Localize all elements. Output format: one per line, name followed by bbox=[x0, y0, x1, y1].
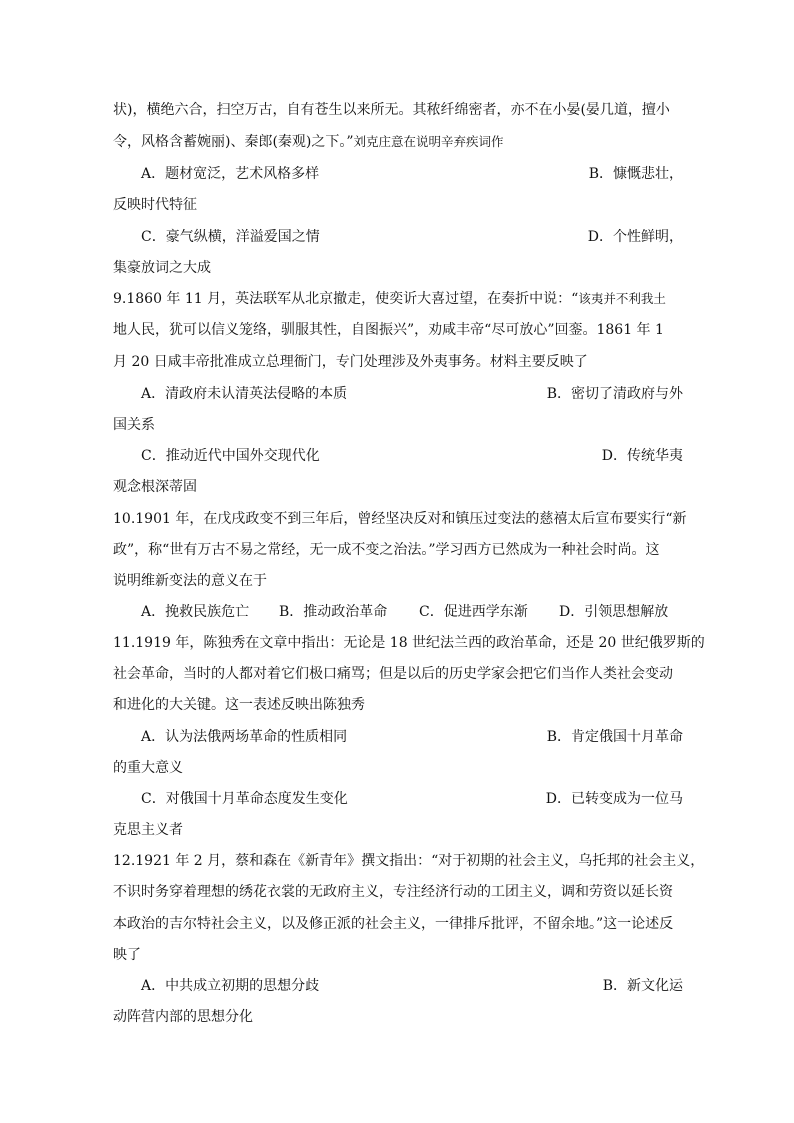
q9-stem-text: 9.1860 年 11 月，英法联军从北京撤走，使奕䜣大喜过望，在奏折中说：“ bbox=[113, 291, 579, 307]
q9-options-ab bbox=[113, 384, 683, 404]
q12-stem-line-4: 映了 bbox=[113, 947, 141, 963]
q11-stem-line-3: 和进化的大关键。这一表述反映出陈独秀 bbox=[113, 697, 365, 713]
q8-option-c[interactable]: C．豪气纵横，洋溢爱国之情 bbox=[141, 229, 320, 245]
q9-stem-line-1 bbox=[113, 289, 683, 309]
q11-stem-line-1: 11.1919 年，陈独秀在文章中指出：无论是 18 世纪法兰西的政治革命，还是 20 世纪俄罗斯的 bbox=[113, 635, 705, 651]
q8-options-ab bbox=[113, 164, 683, 184]
q8-option-b-continued: 反映时代特征 bbox=[113, 197, 197, 213]
q9-option-d-continued: 观念根深蒂固 bbox=[113, 479, 197, 495]
q10-option-d[interactable]: D．引领思想解放 bbox=[559, 604, 669, 620]
q8-stem-tail: 刘克庄意在说明辛弃疾词作 bbox=[353, 134, 504, 149]
q8-option-a[interactable]: A．题材宽泛，艺术风格多样 bbox=[141, 166, 320, 182]
q8-option-b[interactable]: B．慷慨悲壮， bbox=[588, 166, 683, 182]
q9-option-b[interactable]: B．密切了清政府与外 bbox=[546, 386, 683, 402]
q8-option-d[interactable]: D．个性鲜明， bbox=[587, 229, 683, 245]
q8-stem-text: 令，风格含蓄婉丽)、秦郎(秦观)之下。” bbox=[113, 134, 354, 150]
q12-option-b-continued: 动阵营内部的思想分化 bbox=[113, 1009, 253, 1025]
q8-option-d-continued: 集豪放词之大成 bbox=[113, 260, 211, 276]
q8-stem-line-2 bbox=[113, 132, 683, 152]
q11-option-d-continued: 克思主义者 bbox=[113, 822, 183, 838]
q11-option-b[interactable]: B．肯定俄国十月革命 bbox=[546, 729, 683, 745]
q10-stem-line-2: 政”，称“世有万古不易之常经，无一成不变之治法。”学习西方已然成为一种社会时尚。这 bbox=[113, 542, 660, 558]
q10-option-b[interactable]: B．推动政治革命 bbox=[279, 604, 388, 620]
q9-option-c[interactable]: C．推动近代中国外交现代化 bbox=[141, 448, 320, 464]
q12-stem-line-2: 不识时务穿着理想的绣花衣裳的无政府主义，专注经济行动的工团主义，调和劳资以延长资 bbox=[113, 884, 673, 900]
q10-stem-line-1: 10.1901 年，在戊戌政变不到三年后，曾经坚决反对和镇压过变法的慈禧太后宣布要实行“新 bbox=[113, 511, 687, 527]
q9-stem-line-3: 月 20 日咸丰帝批准成立总理衙门，专门处理涉及外夷事务。材料主要反映了 bbox=[113, 354, 588, 370]
q9-option-b-continued: 国关系 bbox=[113, 417, 155, 433]
q12-options-ab bbox=[113, 976, 683, 996]
q12-option-a[interactable]: A．中共成立初期的思想分歧 bbox=[141, 978, 320, 994]
q9-option-a[interactable]: A．清政府未认清英法侵略的本质 bbox=[141, 386, 348, 402]
q9-stem-line-2: 地人民，犹可以信义笼络，驯服其性，自图振兴”，劝咸丰帝“尽可放心”回銮。1861 年 1 bbox=[113, 322, 664, 338]
q9-options-cd bbox=[113, 446, 683, 466]
q8-stem-line-1: 状)，横绝六合，扫空万古，自有苍生以来所无。其秾纤绵密者，亦不在小晏(晏几道，擅小 bbox=[113, 102, 670, 118]
q11-options-ab bbox=[113, 727, 683, 747]
q11-option-b-continued: 的重大意义 bbox=[113, 760, 183, 776]
q10-option-c[interactable]: C．促进西学东渐 bbox=[419, 604, 528, 620]
q10-options bbox=[113, 602, 683, 622]
q12-option-b[interactable]: B．新文化运 bbox=[602, 978, 683, 994]
q10-option-a[interactable]: A．挽救民族危亡 bbox=[141, 604, 250, 620]
q12-stem-line-1: 12.1921 年 2 月，蔡和森在《新青年》撰文指出：“对于初期的社会主义，乌托邦的社会主义， bbox=[113, 853, 705, 869]
q11-option-a[interactable]: A．认为法俄两场革命的性质相同 bbox=[141, 729, 348, 745]
q9-stem-quote: 该夷并不利我土 bbox=[578, 291, 666, 306]
q9-option-d[interactable]: D．传统华夷 bbox=[601, 448, 683, 464]
q11-option-d[interactable]: D．已转变成为一位马 bbox=[545, 791, 683, 807]
q11-option-c[interactable]: C．对俄国十月革命态度发生变化 bbox=[141, 791, 348, 807]
q8-options-cd bbox=[113, 227, 683, 247]
q11-stem-line-2: 社会革命，当时的人都对着它们极口痛骂；但是以后的历史学家会把它们当作人类社会变动 bbox=[113, 666, 673, 682]
q10-stem-line-3: 说明维新变法的意义在于 bbox=[113, 573, 267, 589]
q12-stem-line-3: 本政治的吉尔特社会主义，以及修正派的社会主义，一律排斥批评，不留余地。”这一论述反 bbox=[113, 916, 674, 932]
q11-options-cd bbox=[113, 789, 683, 809]
